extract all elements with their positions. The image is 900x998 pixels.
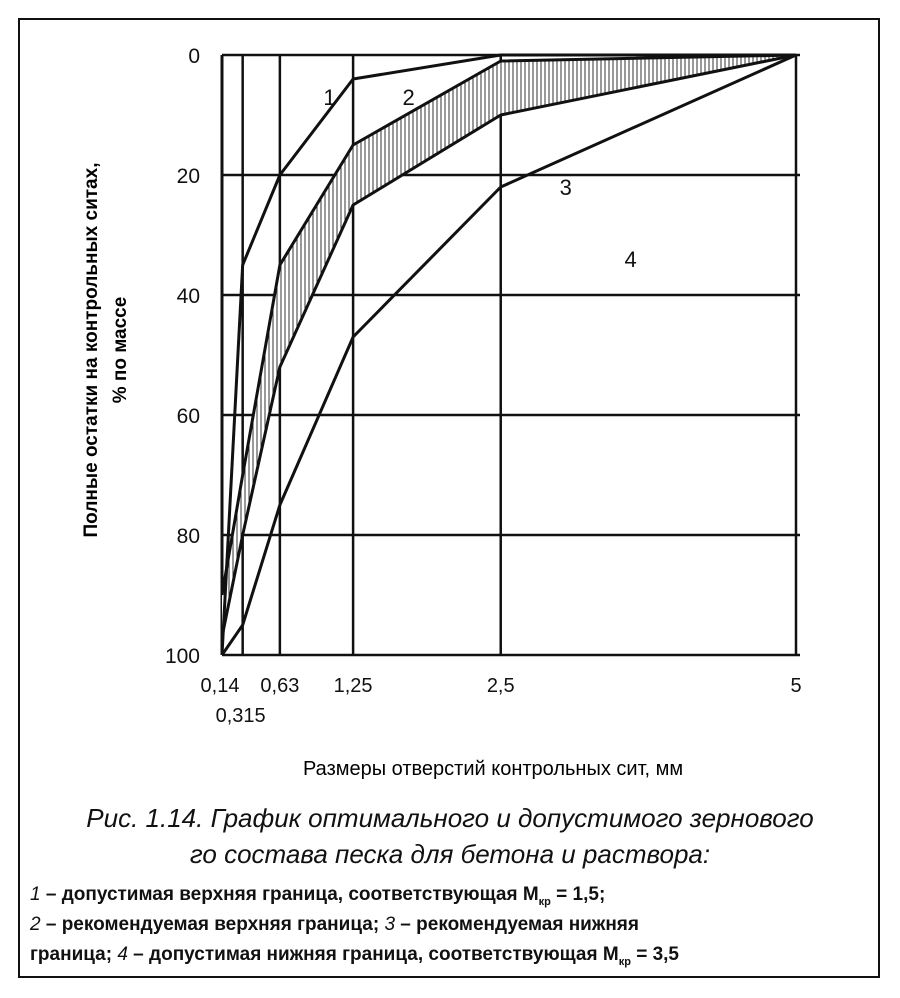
legend-text-1: – допустимая верхняя граница, соответствующая М <box>40 884 539 905</box>
series-label-3: 3 <box>559 175 572 200</box>
x-tick-label: 0,14 <box>200 675 240 697</box>
x-tick-label: 5 <box>790 675 802 697</box>
legend-text-3: – рекомендуемая нижняя <box>395 914 639 935</box>
legend-sub-4: кр <box>618 955 631 968</box>
y-tick-label: 100 <box>164 645 200 668</box>
legend-num-4: 4 <box>117 944 128 965</box>
y-axis-label: Полные остатки на контрольных ситах, <box>81 162 102 538</box>
y-tick-label: 0 <box>188 45 200 68</box>
y-tick-label: 60 <box>176 405 200 428</box>
legend-text-2: – рекомендуемая верхняя граница; <box>40 914 385 935</box>
x-tick-label: 0,315 <box>215 705 266 727</box>
caption-title-line2: го состава песка для бетона и раствора: <box>189 839 711 869</box>
y-axis-label-unit: % по массе <box>110 296 131 404</box>
legend-line-2 <box>30 910 870 940</box>
legend-num-1: 1 <box>30 884 41 905</box>
recommended-region <box>222 55 796 637</box>
x-tick-label: 1,25 <box>333 675 373 697</box>
series-label-4: 4 <box>624 247 637 272</box>
legend-num-3: 3 <box>384 914 396 935</box>
y-tick-label: 20 <box>176 165 200 188</box>
figure-caption <box>40 800 860 872</box>
x-tick-label: 2,5 <box>486 675 515 697</box>
legend-tail-1: = 1,5; <box>550 884 606 905</box>
legend-num-2: 2 <box>30 914 41 935</box>
series-line-4 <box>222 55 796 655</box>
y-tick-label: 80 <box>176 525 200 548</box>
series-line-1 <box>222 55 796 655</box>
series-label-2: 2 <box>402 85 415 110</box>
legend-text-4: – допустимая нижняя граница, соответствующая М <box>127 944 619 965</box>
series-lines <box>222 55 796 655</box>
legend-text-3b: граница; <box>30 944 118 965</box>
legend-line-3 <box>30 940 870 977</box>
y-tick-label: 40 <box>176 285 200 308</box>
grid <box>222 55 800 655</box>
series-label-1: 1 <box>323 85 336 110</box>
x-tick-label: 0,63 <box>260 675 300 697</box>
series-line-3 <box>222 55 796 637</box>
shaded-area <box>222 55 796 637</box>
caption-title-line1: Рис. 1.14. График оптимального и допустимого зернового <box>86 803 814 833</box>
legend-tail-4: = 3,5 <box>630 944 680 965</box>
legend-sub-1: кр <box>538 895 551 908</box>
x-axis-label: Размеры отверстий контрольных сит, мм <box>303 758 684 780</box>
